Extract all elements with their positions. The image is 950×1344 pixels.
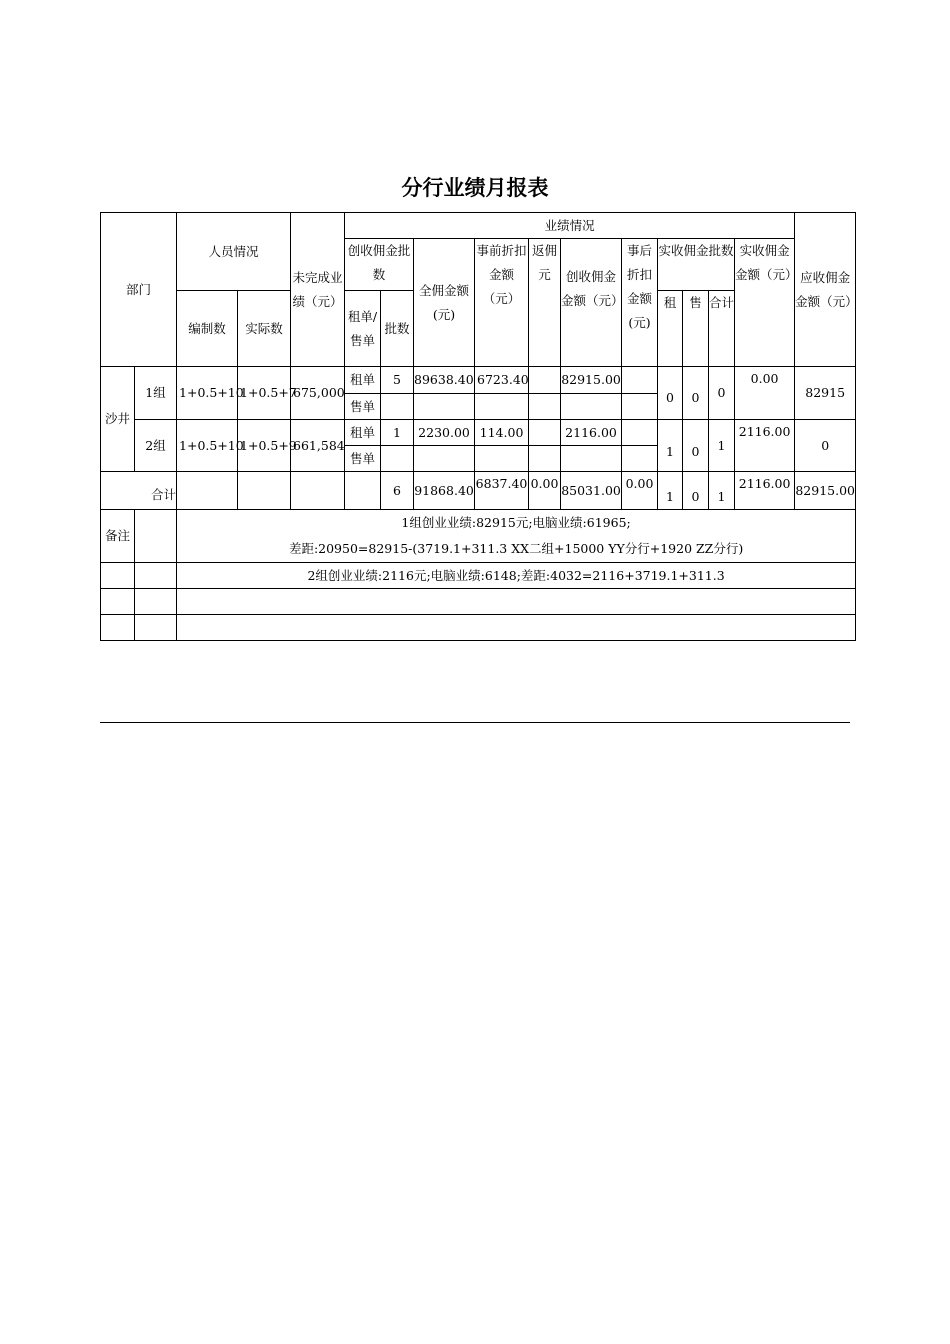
notes-blank bbox=[177, 615, 856, 641]
branch-name: 沙井 bbox=[101, 367, 135, 472]
full-commission-value: 89638.40 bbox=[414, 367, 475, 394]
actual-total-count: 0 bbox=[709, 367, 735, 420]
col-header-rent-sale: 租单/售单 bbox=[345, 291, 381, 367]
col-header-actual-count: 实收佣金批数 bbox=[658, 239, 735, 291]
unfinished-amount: 661,584 bbox=[291, 420, 345, 472]
col-header-rebate: 返佣元 bbox=[529, 239, 561, 367]
total-staff-planned bbox=[177, 472, 238, 510]
col-header-created-amount: 创收佣金金额（元） bbox=[561, 239, 622, 367]
created-amount-value: 82915.00 bbox=[561, 367, 622, 394]
count-value: 5 bbox=[381, 367, 414, 394]
count-value: 1 bbox=[381, 420, 414, 446]
sale-label: 售单 bbox=[345, 394, 381, 420]
group-name: 2组 bbox=[135, 420, 177, 472]
total-total-count: 1 bbox=[709, 472, 735, 510]
staff-actual: 1+0.5+7 bbox=[238, 367, 291, 420]
full-commission-sale bbox=[414, 446, 475, 472]
total-pre-discount: 6837.40 bbox=[475, 472, 529, 510]
performance-report-table bbox=[100, 212, 856, 641]
col-header-staff: 人员情况 bbox=[177, 213, 291, 291]
full-commission-value: 2230.00 bbox=[414, 420, 475, 446]
total-post-discount: 0.00 bbox=[622, 472, 658, 510]
table-row bbox=[101, 367, 856, 394]
col-header-count: 批数 bbox=[381, 291, 414, 367]
report-title: 分行业绩月报表 bbox=[401, 176, 549, 200]
receivable-value: 0 bbox=[795, 420, 856, 472]
created-amount-value: 2116.00 bbox=[561, 420, 622, 446]
created-amount-sale bbox=[561, 394, 622, 420]
notes-row bbox=[101, 615, 856, 641]
actual-total-count: 1 bbox=[709, 420, 735, 472]
rebate-sale bbox=[529, 394, 561, 420]
notes-blank bbox=[135, 615, 177, 641]
post-discount-value bbox=[622, 367, 658, 394]
total-count: 6 bbox=[381, 472, 414, 510]
notes-blank bbox=[135, 563, 177, 589]
staff-actual: 1+0.5+9 bbox=[238, 420, 291, 472]
rent-label: 租单 bbox=[345, 420, 381, 446]
total-rebate: 0.00 bbox=[529, 472, 561, 510]
notes-row bbox=[101, 563, 856, 589]
pre-discount-value: 114.00 bbox=[475, 420, 529, 446]
total-unfinished bbox=[291, 472, 345, 510]
sale-label: 售单 bbox=[345, 446, 381, 472]
count-value-sale bbox=[381, 394, 414, 420]
col-header-full-commission: 全佣金额(元) bbox=[414, 239, 475, 367]
rebate-value bbox=[529, 420, 561, 446]
total-full-commission: 91868.40 bbox=[414, 472, 475, 510]
staff-planned: 1+0.5+10 bbox=[177, 367, 238, 420]
total-rent-sale bbox=[345, 472, 381, 510]
post-discount-value bbox=[622, 420, 658, 446]
col-header-pre-discount: 事前折扣金额（元） bbox=[475, 239, 529, 367]
rent-label: 租单 bbox=[345, 367, 381, 394]
total-label: 合计 bbox=[101, 472, 177, 510]
group-name: 1组 bbox=[135, 367, 177, 420]
note-line-3: 2组创业业绩:2116元;电脑业绩:6148;差距:4032=2116+3719.1+311.3 bbox=[177, 563, 856, 589]
col-header-unfinished: 未完成业绩（元） bbox=[291, 213, 345, 367]
col-header-staff-actual: 实际数 bbox=[238, 291, 291, 367]
total-staff-actual bbox=[238, 472, 291, 510]
total-sale-count: 0 bbox=[683, 472, 709, 510]
post-discount-sale bbox=[622, 394, 658, 420]
notes-blank bbox=[135, 589, 177, 615]
col-header-total-count: 合计 bbox=[709, 291, 735, 367]
col-header-post-discount: 事后折扣金额(元) bbox=[622, 239, 658, 367]
notes-blank bbox=[101, 589, 135, 615]
col-header-department: 部门 bbox=[101, 213, 177, 367]
col-header-created-count: 创收佣金批数 bbox=[345, 239, 414, 291]
count-value-sale bbox=[381, 446, 414, 472]
created-amount-sale bbox=[561, 446, 622, 472]
notes-blank bbox=[177, 589, 856, 615]
notes-blank bbox=[101, 615, 135, 641]
pre-discount-sale bbox=[475, 446, 529, 472]
col-header-performance: 业绩情况 bbox=[345, 213, 795, 239]
staff-planned: 1+0.5+10 bbox=[177, 420, 238, 472]
actual-rent-count: 1 bbox=[658, 420, 683, 472]
col-header-receivable: 应收佣金金额（元） bbox=[795, 213, 856, 367]
table-row-total bbox=[101, 472, 856, 510]
receivable-value: 82915 bbox=[795, 367, 856, 420]
total-created-amount: 85031.00 bbox=[561, 472, 622, 510]
full-commission-sale bbox=[414, 394, 475, 420]
notes-row bbox=[101, 589, 856, 615]
col-header-rent: 租 bbox=[658, 291, 683, 367]
actual-amount-value: 0.00 bbox=[735, 367, 795, 420]
actual-rent-count: 0 bbox=[658, 367, 683, 420]
table-row bbox=[101, 420, 856, 446]
rebate-sale bbox=[529, 446, 561, 472]
col-header-actual-amount: 实收佣金金额（元） bbox=[735, 239, 795, 367]
pre-discount-sale bbox=[475, 394, 529, 420]
bottom-divider bbox=[100, 722, 850, 723]
actual-amount-value: 2116.00 bbox=[735, 420, 795, 472]
rebate-value bbox=[529, 367, 561, 394]
total-actual-amount: 2116.00 bbox=[735, 472, 795, 510]
col-header-sale: 售 bbox=[683, 291, 709, 367]
unfinished-amount: 675,000 bbox=[291, 367, 345, 420]
notes-label: 备注 bbox=[101, 510, 135, 563]
note-line-1: 1组创业业绩:82915元;电脑业绩:61965; bbox=[401, 515, 631, 530]
notes-row bbox=[101, 510, 856, 563]
notes-blank bbox=[101, 563, 135, 589]
notes-content bbox=[177, 510, 856, 563]
actual-sale-count: 0 bbox=[683, 367, 709, 420]
notes-blank bbox=[135, 510, 177, 563]
total-rent-count: 1 bbox=[658, 472, 683, 510]
pre-discount-value: 6723.40 bbox=[475, 367, 529, 394]
actual-sale-count: 0 bbox=[683, 420, 709, 472]
col-header-staff-planned: 编制数 bbox=[177, 291, 238, 367]
total-receivable: 82915.00 bbox=[795, 472, 856, 510]
note-line-2: 差距:20950=82915-(3719.1+311.3 XX二组+15000 YY分行+1920 ZZ分行) bbox=[288, 541, 744, 556]
post-discount-sale bbox=[622, 446, 658, 472]
